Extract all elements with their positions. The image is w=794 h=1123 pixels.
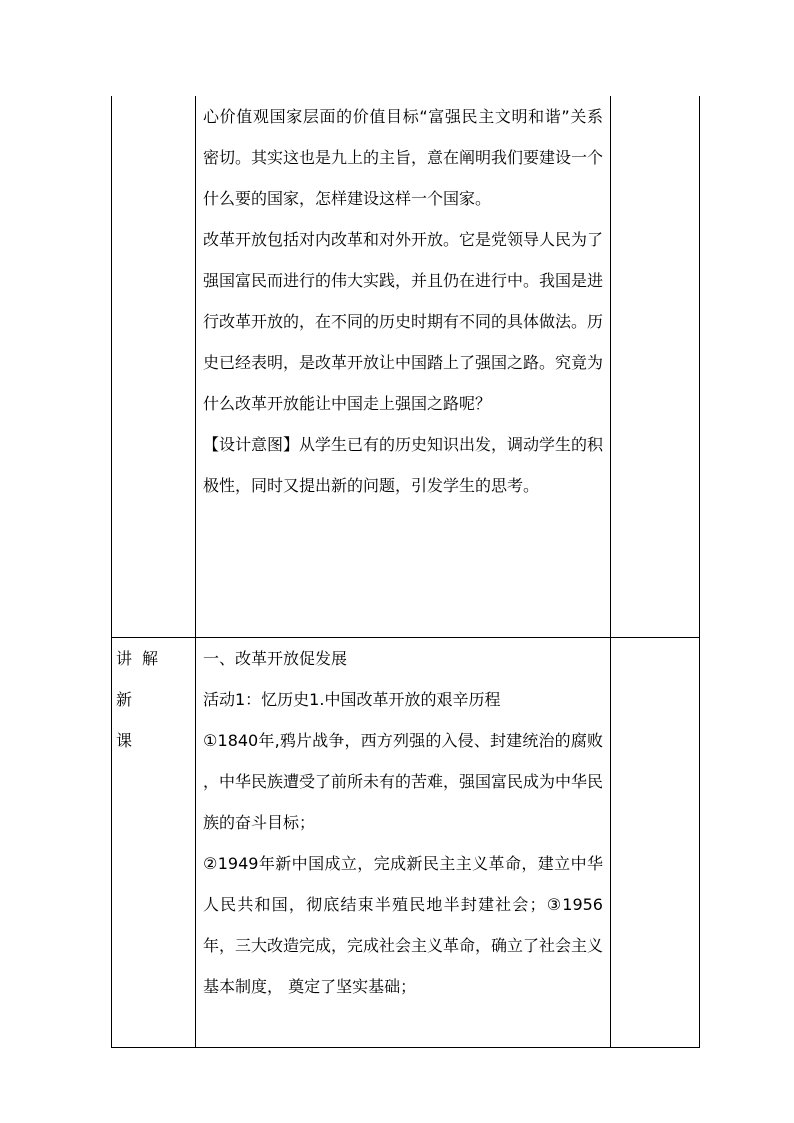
table-border-bottom — [111, 1047, 700, 1048]
table-border-left — [111, 96, 112, 1048]
row-label-line2: 课 — [116, 731, 133, 750]
table-border-right — [699, 96, 700, 1048]
history-item-1949-1956: ②1949年新中国成立，完成新民主主义革命，建立中华人民共和国，彻底结束半殖民地半封建社会；③1956年，三大改造完成，完成社会主义革命，确立了社会主义基本制度， 奠定了坚实基础； — [203, 854, 604, 996]
section-heading: 一、改革开放促发展 — [203, 649, 348, 668]
row-label-new-lesson — [116, 638, 192, 761]
table-divider-right — [610, 96, 611, 1048]
upper-content-cell — [203, 96, 603, 506]
lower-content-cell — [203, 638, 603, 1007]
paragraph-core-values: 心价值观国家层面的价值目标“富强民主文明和谐”关系密切。其实这也是九上的主旨，意在阐明我们要建设一个什么要的国家，怎样建设这样一个国家。 — [203, 107, 604, 208]
activity-title: 活动1：忆历史1.中国改革开放的艰辛历程 — [203, 690, 501, 709]
paragraph-design-intent: 【设计意图】从学生已有的历史知识出发，调动学生的积极性，同时又提出新的问题，引发学生的思考。 — [203, 435, 604, 495]
row-label-line1: 讲解新 — [116, 649, 169, 709]
table-divider-label — [195, 96, 196, 1048]
history-item-1840: ①1840年,鸦片战争，西方列强的入侵、封建统治的腐败 ，中华民族遭受了前所未有的苦难，强国富民成为中华民族的奋斗目标； — [203, 731, 604, 832]
paragraph-reform-opening: 改革开放包括对内改革和对外开放。它是党领导人民为了强国富民而进行的伟大实践，并且仍在进行中。我国是进行改革开放的，在不同的历史时期有不同的具体做法。历史已经表明，是改革开放让中国踏上了强国之路。究竟为什么改革开放能让中国走上强国之路呢？ — [203, 230, 604, 413]
